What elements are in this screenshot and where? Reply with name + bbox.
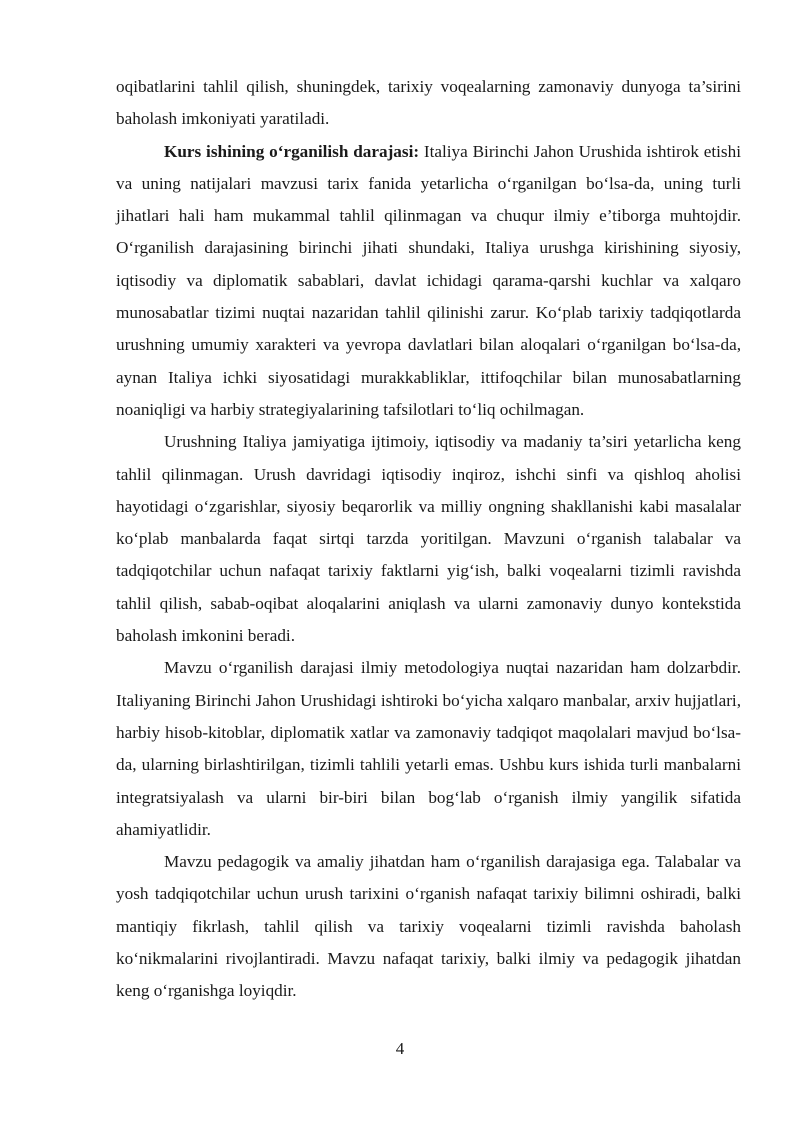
paragraph-text: Mavzu o‘rganilish darajasi ilmiy metodologiya nuqtai nazaridan ham dolzarbdir. Italiyaning Birinchi Jahon Urushidagi ishtiroki bo‘yicha xalqaro manbalar, arxiv hujjatlari, harbiy hisob-kitoblar, diplomatik xatlar va zamonaviy tadqiqot maqolalari mavjud bo‘lsa-da, ularning birlashtirilgan, tizimli tahlili yetarli emas. Ushbu kurs ishida turli manbalarni integratsiyalash va ularni bir-biri bilan bog‘lab o‘rganish ilmiy yangilik sifatida ahamiyatlidir. xyxy=(116,658,741,839)
paragraph-continuation xyxy=(116,71,741,136)
paragraph-text: Mavzu pedagogik va amaliy jihatdan ham o‘rganilish darajasiga ega. Talabalar va yosh tadqiqotchilar uchun urush tarixini o‘rganish nafaqat tarixiy bilimni oshiradi, balki mantiqiy fikrlash, tahlil qilish va tarixiy voqealarni tizimli ravishda baholash ko‘nikmalarini rivojlantiradi. Mavzu nafaqat tarixiy, balki ilmiy va pedagogik jihatdan keng o‘rganishga loyiqdir. xyxy=(116,852,741,1001)
paragraph-text: oqibatlarini tahlil qilish, shuningdek, tarixiy voqealarning zamonaviy dunyoga ta’sirini baholash imkoniyati yaratiladi. xyxy=(116,77,741,129)
paragraph-pedagogical xyxy=(116,846,741,1007)
page-number: 4 xyxy=(395,1039,405,1058)
paragraph-methodology xyxy=(116,652,741,846)
paragraph-text: Urushning Italiya jamiyatiga ijtimoiy, iqtisodiy va madaniy ta’siri yetarlicha keng tahlil qilinmagan. Urush davridagi iqtisodiy inqiroz, ishchi sinfi va qishloq aholisi hayotidagi o‘zgarishlar, siyosiy beqarorlik va milliy ongning shakllanishi kabi masalalar ko‘plab manbalarda faqat sirtqi tarzda yoritilgan. Mavzuni o‘rganish talabalar va tadqiqotchilar uchun nafaqat tarixiy faktlarni yig‘ish, balki voqealarni tizimli ravishda tahlil qilish, sabab-oqibat aloqalarini aniqlash va ularni zamonaviy dunyo kontekstida baholash imkonini beradi. xyxy=(116,432,741,646)
document-page xyxy=(116,71,741,1008)
paragraph-study-level xyxy=(116,136,741,427)
paragraph-social-impact xyxy=(116,426,741,652)
paragraph-heading: Kurs ishining o‘rganilish darajasi: xyxy=(164,141,420,161)
paragraph-text: Italiya Birinchi Jahon Urushida ishtirok etishi va uning natijalari mavzusi tarix fanida yetarlicha o‘rganilgan bo‘lsa-da, uning turli jihatlari hali ham mukammal tahlil qilinmagan va chuqur ilmiy e’tiborga muhtojdir. O‘rganilish darajasining birinchi jihati shundaki, Italiya urushga kirishining siyosiy, iqtisodiy va diplomatik sabablari, davlat ichidagi qarama-qarshi kuchlar va xalqaro munosabatlar tizimi nuqtai nazaridan tahlil qilinishi zarur. Ko‘plab tarixiy tadqiqotlarda urushning umumiy xarakteri va yevropa davlatlari bilan aloqalari o‘rganilgan bo‘lsa-da, aynan Italiya ichki siyosatidagi murakkabliklar, ittifoqchilar bilan munosabatlarning noaniqligi va harbiy strategiyalarining tafsilotlari to‘liq ochilmagan. xyxy=(116,141,741,419)
